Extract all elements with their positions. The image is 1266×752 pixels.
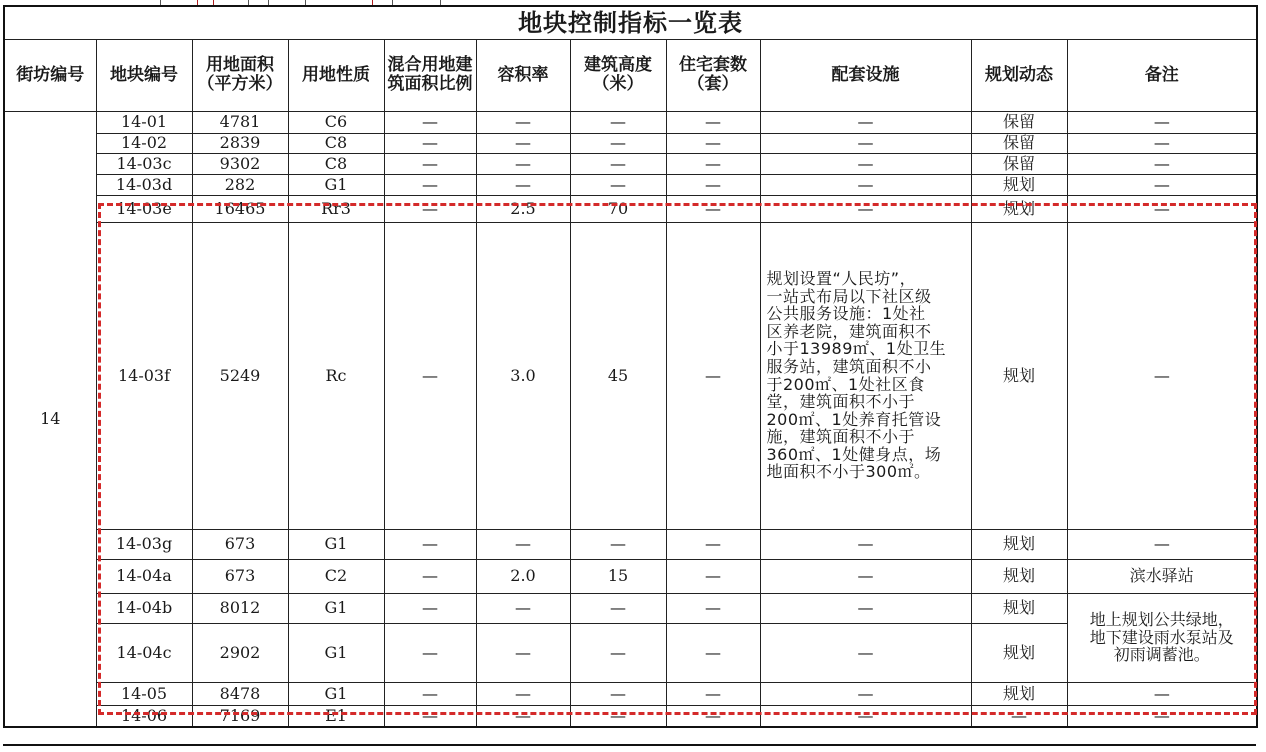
cell-mixed: —: [384, 682, 476, 705]
facilities-line: 公共服务设施：1处社: [766, 304, 926, 324]
cell-parcel: 14-03c: [96, 153, 192, 174]
cell-status: 规划: [971, 529, 1067, 559]
cell-parcel: 14-03g: [96, 529, 192, 559]
cell-status: 规划: [971, 195, 1067, 222]
cell-use: Rc: [288, 222, 384, 529]
cell-units: —: [666, 682, 760, 705]
cell-height: —: [570, 682, 666, 705]
cell-status: —: [971, 705, 1067, 727]
cell-facilities: —: [760, 623, 971, 682]
cell-status: 保留: [971, 111, 1067, 133]
cell-mixed: —: [384, 559, 476, 593]
cell-status: 规划: [971, 559, 1067, 593]
cell-use: C2: [288, 559, 384, 593]
cell-area: 7169: [192, 705, 288, 727]
cell-units: —: [666, 153, 760, 174]
cell-height: —: [570, 593, 666, 623]
cell-parcel: 14-03e: [96, 195, 192, 222]
facilities-description: [760, 222, 971, 529]
cell-units: —: [666, 111, 760, 133]
facilities-line: 规划设置“人民坊”，: [766, 268, 917, 288]
header-row: [4, 39, 1257, 111]
cell-notes: —: [1067, 174, 1257, 195]
cell-area: 5249: [192, 222, 288, 529]
cell-parcel: 14-06: [96, 705, 192, 727]
cell-parcel: 14-05: [96, 682, 192, 705]
cell-mixed: —: [384, 222, 476, 529]
cell-height: —: [570, 623, 666, 682]
cell-height: 70: [570, 195, 666, 222]
cell-facilities: —: [760, 682, 971, 705]
cell-notes: 滨水驿站: [1067, 559, 1257, 593]
cell-far: —: [476, 623, 570, 682]
cell-area: 4781: [192, 111, 288, 133]
cell-far: —: [476, 593, 570, 623]
cell-facilities: —: [760, 153, 971, 174]
shared-note-line: 初雨调蓄池。: [1113, 645, 1210, 665]
cell-height: —: [570, 133, 666, 153]
cell-mixed: —: [384, 111, 476, 133]
cell-units: —: [666, 559, 760, 593]
table-row: [4, 174, 1257, 195]
cell-notes: —: [1067, 195, 1257, 222]
cell-facilities: —: [760, 559, 971, 593]
facilities-line: 服务站，建筑面积不小: [766, 356, 932, 376]
cell-use: C6: [288, 111, 384, 133]
cell-use: G1: [288, 682, 384, 705]
cell-status: 保留: [971, 133, 1067, 153]
cell-mixed: —: [384, 593, 476, 623]
header-residential-units: 住宅套数（套）: [666, 39, 760, 111]
cell-notes: —: [1067, 111, 1257, 133]
cell-mixed: —: [384, 529, 476, 559]
cell-status: 保留: [971, 153, 1067, 174]
cell-height: 15: [570, 559, 666, 593]
cell-height: 45: [570, 222, 666, 529]
cell-notes: —: [1067, 153, 1257, 174]
table-row: [4, 222, 1257, 529]
cell-mixed: —: [384, 153, 476, 174]
cell-notes: —: [1067, 529, 1257, 559]
cell-parcel: 14-03f: [96, 222, 192, 529]
cell-use: G1: [288, 529, 384, 559]
cell-status: 规划: [971, 174, 1067, 195]
cell-units: —: [666, 529, 760, 559]
cell-facilities: —: [760, 195, 971, 222]
facilities-line: 施，建筑面积不小于: [766, 427, 916, 447]
header-mixed-ratio: 混合用地建筑面积比例: [384, 39, 476, 111]
control-index-table: [3, 5, 1258, 728]
cell-parcel: 14-03d: [96, 174, 192, 195]
table-title: 地块控制指标一览表: [4, 6, 1257, 39]
cell-area: 2839: [192, 133, 288, 153]
cell-parcel: 14-04b: [96, 593, 192, 623]
cell-far: 2.0: [476, 559, 570, 593]
cell-far: —: [476, 153, 570, 174]
header-facilities: 配套设施: [760, 39, 971, 111]
header-parcel-id: 地块编号: [96, 39, 192, 111]
header-land-area: 用地面积（平方米）: [192, 39, 288, 111]
shared-note-cell: [1067, 593, 1257, 682]
cell-units: —: [666, 222, 760, 529]
table-row: [4, 111, 1257, 133]
cell-use: E1: [288, 705, 384, 727]
cell-parcel: 14-04a: [96, 559, 192, 593]
table-row: [4, 529, 1257, 559]
facilities-line: 于200㎡、1处社区食: [766, 374, 925, 394]
table-row: [4, 682, 1257, 705]
cell-notes: —: [1067, 705, 1257, 727]
cell-height: —: [570, 705, 666, 727]
cell-far: —: [476, 705, 570, 727]
cell-height: —: [570, 529, 666, 559]
table-row: [4, 705, 1257, 727]
cell-units: —: [666, 705, 760, 727]
cell-area: 16465: [192, 195, 288, 222]
cell-status: 规划: [971, 593, 1067, 623]
cell-facilities: —: [760, 174, 971, 195]
header-far: 容积率: [476, 39, 570, 111]
cell-area: 282: [192, 174, 288, 195]
cell-mixed: —: [384, 195, 476, 222]
table-row: [4, 195, 1257, 222]
facilities-line: 区养老院，建筑面积不: [766, 321, 932, 341]
cell-facilities: —: [760, 705, 971, 727]
cell-far: —: [476, 133, 570, 153]
header-land-use: 用地性质: [288, 39, 384, 111]
cell-use: C8: [288, 133, 384, 153]
cell-mixed: —: [384, 705, 476, 727]
shared-note-line: 地上规划公共绿地，: [1089, 610, 1234, 630]
cell-status: 规划: [971, 623, 1067, 682]
table-bottom-edge: [3, 744, 1256, 752]
cell-status: 规划: [971, 222, 1067, 529]
cell-status: 规划: [971, 682, 1067, 705]
facilities-line: 一站式布局以下社区级: [766, 286, 932, 306]
cell-far: —: [476, 174, 570, 195]
cell-use: C8: [288, 153, 384, 174]
cell-area: 8478: [192, 682, 288, 705]
cell-area: 2902: [192, 623, 288, 682]
header-notes: 备注: [1067, 39, 1257, 111]
cell-parcel: 14-02: [96, 133, 192, 153]
cell-height: —: [570, 174, 666, 195]
cell-mixed: —: [384, 133, 476, 153]
cell-far: 2.5: [476, 195, 570, 222]
cell-area: 673: [192, 529, 288, 559]
cell-units: —: [666, 195, 760, 222]
cell-height: —: [570, 153, 666, 174]
facilities-line: 200㎡、1处养育托管设: [766, 409, 942, 429]
cell-area: 9302: [192, 153, 288, 174]
block-id-cell: 14: [4, 111, 96, 727]
cell-units: —: [666, 133, 760, 153]
cell-facilities: —: [760, 111, 971, 133]
cell-notes: —: [1067, 133, 1257, 153]
cell-parcel: 14-01: [96, 111, 192, 133]
cell-parcel: 14-04c: [96, 623, 192, 682]
cell-use: Rr3: [288, 195, 384, 222]
cell-mixed: —: [384, 174, 476, 195]
cell-mixed: —: [384, 623, 476, 682]
header-block-id: 街坊编号: [4, 39, 96, 111]
header-building-height: 建筑高度（米）: [570, 39, 666, 111]
facilities-line: 地面积不小于300㎡。: [766, 462, 931, 482]
cell-notes: —: [1067, 682, 1257, 705]
table-row: [4, 153, 1257, 174]
facilities-line: 堂，建筑面积不小于: [766, 392, 916, 412]
shared-note-line: 地下建设雨水泵站及: [1089, 627, 1234, 647]
facilities-line: 小于13989㎡、1处卫生: [766, 339, 947, 359]
cell-notes: —: [1067, 222, 1257, 529]
table-row: [4, 133, 1257, 153]
header-planning-status: 规划动态: [971, 39, 1067, 111]
facilities-line: 360㎡、1处健身点，场: [766, 444, 942, 464]
table-row: [4, 593, 1257, 623]
cell-facilities: —: [760, 133, 971, 153]
cell-far: —: [476, 682, 570, 705]
cell-units: —: [666, 593, 760, 623]
cell-units: —: [666, 174, 760, 195]
cell-use: G1: [288, 623, 384, 682]
cell-area: 673: [192, 559, 288, 593]
cell-height: —: [570, 111, 666, 133]
cell-far: —: [476, 529, 570, 559]
cell-use: G1: [288, 174, 384, 195]
cell-use: G1: [288, 593, 384, 623]
cell-facilities: —: [760, 593, 971, 623]
table-row: [4, 559, 1257, 593]
cell-far: 3.0: [476, 222, 570, 529]
cell-facilities: —: [760, 529, 971, 559]
cell-area: 8012: [192, 593, 288, 623]
cell-far: —: [476, 111, 570, 133]
cell-units: —: [666, 623, 760, 682]
